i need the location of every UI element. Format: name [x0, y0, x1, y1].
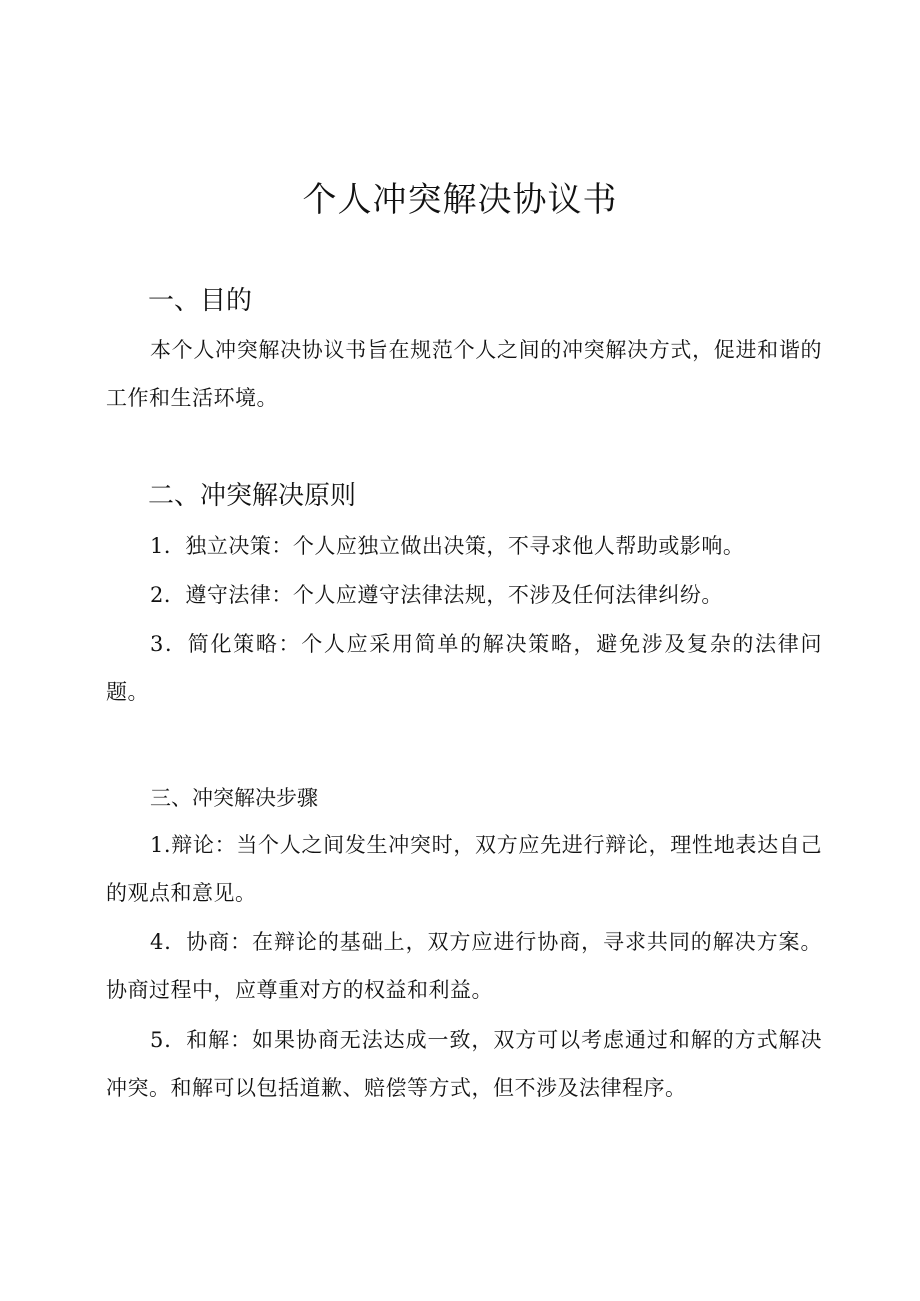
step-item: 1.辩论：当个人之间发生冲突时，双方应先进行辩论，理性地表达自己的观点和意见。 — [106, 833, 822, 905]
principle-item: 3．简化策略：个人应采用简单的解决策略，避免涉及复杂的法律问题。 — [106, 632, 822, 704]
section-heading-steps: 三、冲突解决步骤 — [150, 786, 318, 810]
section-paragraph-purpose: 本个人冲突解决协议书旨在规范个人之间的冲突解决方式，促进和谐的工作和生活环境。 — [106, 338, 822, 410]
principle-item: 1．独立决策：个人应独立做出决策，不寻求他人帮助或影响。 — [150, 534, 745, 558]
document-title: 个人冲突解决协议书 — [302, 180, 618, 220]
section-heading-principles: 二、冲突解决原则 — [148, 481, 357, 511]
principle-item: 2．遵守法律：个人应遵守法律法规，不涉及任何法律纠纷。 — [150, 583, 723, 607]
step-item: 4．协商：在辩论的基础上，双方应进行协商，寻求共同的解决方案。协商过程中，应尊重对方的权益和利益。 — [106, 930, 822, 1002]
step-item: 5．和解：如果协商无法达成一致，双方可以考虑通过和解的方式解决冲突。和解可以包括道歉、赔偿等方式，但不涉及法律程序。 — [106, 1028, 822, 1100]
section-heading-purpose: 一、目的 — [148, 286, 253, 316]
